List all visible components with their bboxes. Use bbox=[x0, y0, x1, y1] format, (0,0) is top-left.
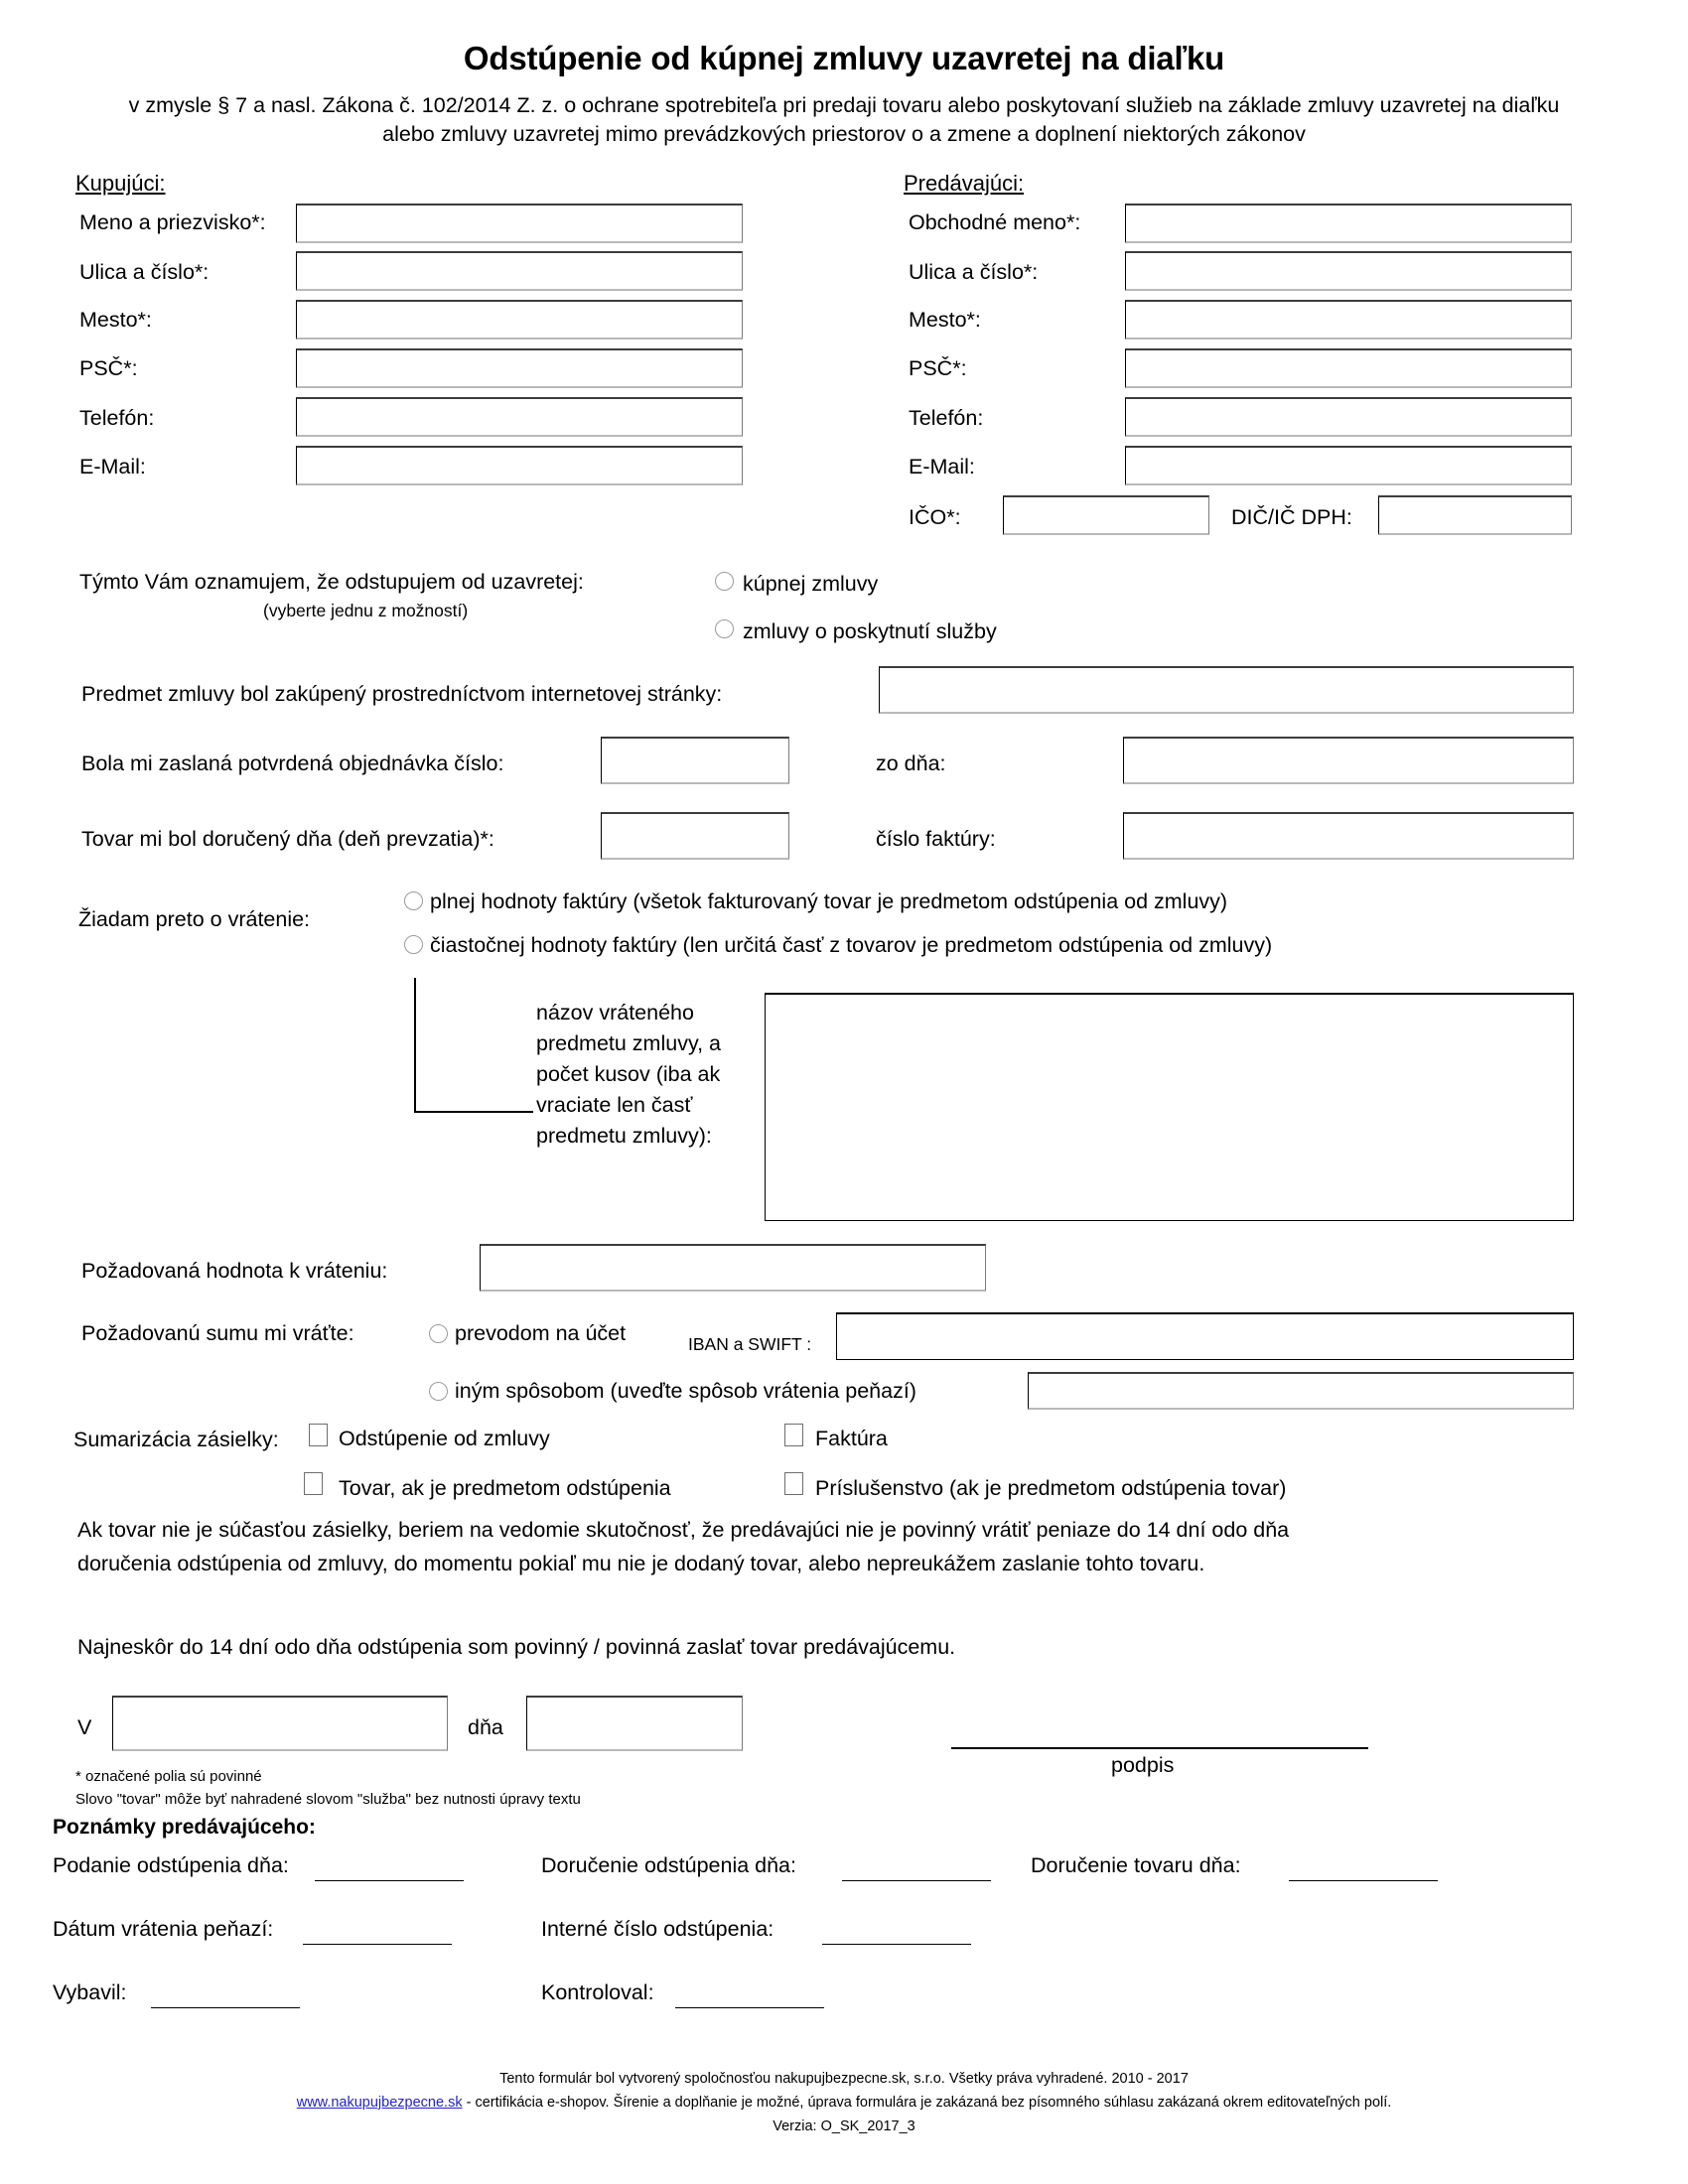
buyer-section-heading: Kupujúci: bbox=[75, 171, 166, 196]
shipment-item-invoice-label: Faktúra bbox=[815, 1427, 888, 1450]
buyer-phone-input[interactable] bbox=[296, 397, 743, 437]
bracket-vertical-line bbox=[414, 978, 416, 1112]
buyer-field-label-zip: PSČ*: bbox=[79, 356, 138, 380]
bracket-horizontal-line bbox=[414, 1111, 533, 1113]
seller-field-label-company: Obchodné meno*: bbox=[909, 210, 1081, 234]
declaration-option-service-label: zmluvy o poskytnutí služby bbox=[743, 619, 997, 643]
declaration-radio-service[interactable] bbox=[715, 619, 734, 638]
shipment-checkbox-goods[interactable] bbox=[304, 1472, 323, 1495]
footer-website-link[interactable]: www.nakupujbezpecne.sk bbox=[296, 2095, 463, 2111]
seller-field-label-street: Ulica a číslo*: bbox=[909, 260, 1039, 284]
buyer-field-label-street: Ulica a číslo*: bbox=[79, 260, 210, 284]
seller-notes-heading: Poznámky predávajúceho: bbox=[53, 1816, 316, 1839]
note-label-internal-number: Interné číslo odstúpenia: bbox=[541, 1917, 774, 1941]
footnote-line-2: Slovo "tovar" môže byť nahradené slovom "služba" bez nutnosti úpravy textu bbox=[75, 1791, 581, 1808]
seller-email-input[interactable] bbox=[1125, 446, 1572, 485]
note-line-submission-date[interactable] bbox=[315, 1880, 464, 1881]
buyer-street-input[interactable] bbox=[296, 251, 743, 291]
order-number-label: Bola mi zaslaná potvrdená objednávka číslo: bbox=[81, 751, 504, 775]
declaration-radio-purchase[interactable] bbox=[715, 572, 734, 591]
signature-date-input[interactable] bbox=[526, 1696, 743, 1751]
declaration-hint: (vyberte jednu z možností) bbox=[263, 601, 469, 620]
seller-field-label-city: Mesto*: bbox=[909, 308, 981, 332]
footer-version: Verzia: O_SK_2017_3 bbox=[773, 2118, 915, 2134]
shipment-checkbox-accessories[interactable] bbox=[784, 1472, 803, 1495]
seller-ico-label: IČO*: bbox=[909, 505, 961, 529]
returned-items-label: názov vráteného predmetu zmluvy, a počet kusov (iba ak vraciate len časť predmetu zmluvy): bbox=[536, 1001, 722, 1148]
note-line-internal-number[interactable] bbox=[822, 1944, 971, 1945]
buyer-field-label-email: E-Mail: bbox=[79, 455, 146, 478]
payment-other-input[interactable] bbox=[1028, 1372, 1574, 1410]
website-input[interactable] bbox=[879, 666, 1574, 714]
payment-radio-other[interactable] bbox=[429, 1382, 448, 1401]
website-label: Predmet zmluvy bol zakúpený prostredníctvom internetovej stránky: bbox=[81, 682, 723, 706]
note-label-goods-delivery-date: Doručenie tovaru dňa: bbox=[1031, 1853, 1241, 1877]
note-label-refund-date: Dátum vrátenia peňazí: bbox=[53, 1917, 274, 1941]
seller-dic-label: DIČ/IČ DPH: bbox=[1231, 505, 1352, 529]
buyer-zip-input[interactable] bbox=[296, 348, 743, 388]
order-date-input[interactable] bbox=[1123, 737, 1574, 784]
seller-dic-input[interactable] bbox=[1378, 495, 1572, 535]
invoice-number-label: číslo faktúry: bbox=[876, 827, 996, 851]
shipment-item-goods-label: Tovar, ak je predmetom odstúpenia bbox=[339, 1476, 671, 1500]
refund-option-full-label: plnej hodnoty faktúry (všetok fakturovaný tovar je predmetom odstúpenia od zmluvy) bbox=[430, 889, 1228, 913]
footer-line-2 bbox=[0, 2091, 1688, 2115]
iban-label: IBAN a SWIFT : bbox=[688, 1334, 812, 1354]
declaration-label: Týmto Vám oznamujem, že odstupujem od uzavretej: bbox=[79, 570, 584, 594]
page-subtitle bbox=[60, 91, 1628, 149]
refund-amount-label: Požadovaná hodnota k vráteniu: bbox=[81, 1259, 388, 1283]
note-label-withdrawal-delivery-date: Doručenie odstúpenia dňa: bbox=[541, 1853, 796, 1877]
shipment-item-accessories-label: Príslušenstvo (ak je predmetom odstúpenia tovar) bbox=[815, 1476, 1287, 1500]
invoice-number-input[interactable] bbox=[1123, 812, 1574, 860]
order-number-input[interactable] bbox=[601, 737, 789, 784]
page-title: Odstúpenie od kúpnej zmluvy uzavretej na diaľku bbox=[463, 40, 1225, 76]
shipment-item-withdrawal-label: Odstúpenie od zmluvy bbox=[339, 1427, 550, 1450]
seller-street-input[interactable] bbox=[1125, 251, 1572, 291]
delivery-date-input[interactable] bbox=[601, 812, 789, 860]
buyer-field-label-name: Meno a priezvisko*: bbox=[79, 210, 266, 234]
payment-option-other-label: iným spôsobom (uveďte spôsob vrátenia peňazí) bbox=[455, 1379, 916, 1403]
seller-section-heading: Predávajúci: bbox=[904, 171, 1025, 196]
seller-phone-input[interactable] bbox=[1125, 397, 1572, 437]
notice-paragraph-2: Najneskôr do 14 dní odo dňa odstúpenia som povinný / povinná zaslať tovar predávajúcemu. bbox=[77, 1635, 956, 1659]
declaration-option-purchase-label: kúpnej zmluvy bbox=[743, 572, 879, 596]
seller-ico-input[interactable] bbox=[1003, 495, 1209, 535]
notice-paragraph-line-2: doručenia odstúpenia od zmluvy, do momentu pokiaľ mu nie je dodaný tovar, alebo nepreukážem zaslanie tohto tovaru. bbox=[77, 1552, 1205, 1575]
refund-radio-partial[interactable] bbox=[404, 935, 423, 954]
refund-amount-input[interactable] bbox=[480, 1244, 986, 1292]
note-line-withdrawal-delivery-date[interactable] bbox=[842, 1880, 991, 1881]
subtitle-line-2: alebo zmluvy uzavretej mimo prevádzkových priestorov o a zmene a doplnení niektorých zákonov bbox=[382, 122, 1306, 146]
buyer-email-input[interactable] bbox=[296, 446, 743, 485]
place-input[interactable] bbox=[112, 1696, 448, 1751]
shipment-checkbox-withdrawal[interactable] bbox=[309, 1424, 328, 1446]
footer-line-2-rest: - certifikácia e-shopov. Šírenie a doplňanie je možné, úprava formulára je zakázaná bez písomného súhlasu zakázaná okrem editovateľných polí. bbox=[462, 2095, 1392, 2111]
footer-line-1: Tento formulár bol vytvorený spoločnosťou nakupujbezpecne.sk, s.r.o. Všetky práva vyhradené. 2010 - 2017 bbox=[499, 2071, 1189, 2087]
seller-field-label-email: E-Mail: bbox=[909, 455, 975, 478]
note-line-goods-delivery-date[interactable] bbox=[1289, 1880, 1438, 1881]
signature-date-label: dňa bbox=[468, 1715, 503, 1739]
note-line-checked-by[interactable] bbox=[675, 2007, 824, 2008]
seller-field-label-zip: PSČ*: bbox=[909, 356, 967, 380]
notice-paragraph-line-1: Ak tovar nie je súčasťou zásielky, beriem na vedomie skutočnosť, že predávajúci nie je povinný vrátiť peniaze do 14 dní odo dňa bbox=[77, 1518, 1290, 1542]
refund-request-label: Žiadam preto o vrátenie: bbox=[78, 907, 311, 931]
note-line-refund-date[interactable] bbox=[303, 1944, 452, 1945]
signature-caption: podpis bbox=[1111, 1753, 1175, 1777]
note-line-processed-by[interactable] bbox=[151, 2007, 300, 2008]
returned-items-textarea[interactable] bbox=[765, 993, 1574, 1221]
refund-option-partial-label: čiastočnej hodnoty faktúry (len určitá časť z tovarov je predmetom odstúpenia od zmluvy) bbox=[430, 933, 1273, 957]
note-label-checked-by: Kontroloval: bbox=[541, 1980, 654, 2004]
buyer-name-input[interactable] bbox=[296, 204, 743, 243]
payment-radio-transfer[interactable] bbox=[429, 1324, 448, 1343]
buyer-city-input[interactable] bbox=[296, 300, 743, 340]
shipment-summary-label: Sumarizácia zásielky: bbox=[73, 1428, 279, 1451]
seller-zip-input[interactable] bbox=[1125, 348, 1572, 388]
note-label-processed-by: Vybavil: bbox=[53, 1980, 127, 2004]
signature-line bbox=[951, 1747, 1368, 1749]
buyer-field-label-phone: Telefón: bbox=[79, 406, 155, 430]
delivery-date-label: Tovar mi bol doručený dňa (deň prevzatia)*: bbox=[81, 827, 494, 851]
place-label: V bbox=[77, 1715, 92, 1739]
seller-company-input[interactable] bbox=[1125, 204, 1572, 243]
footnote-line-1: * označené polia sú povinné bbox=[75, 1768, 262, 1785]
order-date-label: zo dňa: bbox=[876, 751, 946, 775]
iban-input[interactable] bbox=[836, 1312, 1574, 1360]
note-label-submission-date: Podanie odstúpenia dňa: bbox=[53, 1853, 289, 1877]
buyer-field-label-city: Mesto*: bbox=[79, 308, 152, 332]
shipment-checkbox-invoice[interactable] bbox=[784, 1424, 803, 1446]
seller-field-label-phone: Telefón: bbox=[909, 406, 984, 430]
seller-city-input[interactable] bbox=[1125, 300, 1572, 340]
payment-option-transfer-label: prevodom na účet bbox=[455, 1321, 627, 1345]
payment-method-label: Požadovanú sumu mi vráťte: bbox=[81, 1321, 354, 1345]
subtitle-line-1: v zmysle § 7 a nasl. Zákona č. 102/2014 Z. z. o ochrane spotrebiteľa pri predaji tovaru alebo poskytovaní služieb na základe zmluvy uzavretej na diaľku bbox=[128, 93, 1560, 117]
refund-radio-full[interactable] bbox=[404, 891, 423, 910]
